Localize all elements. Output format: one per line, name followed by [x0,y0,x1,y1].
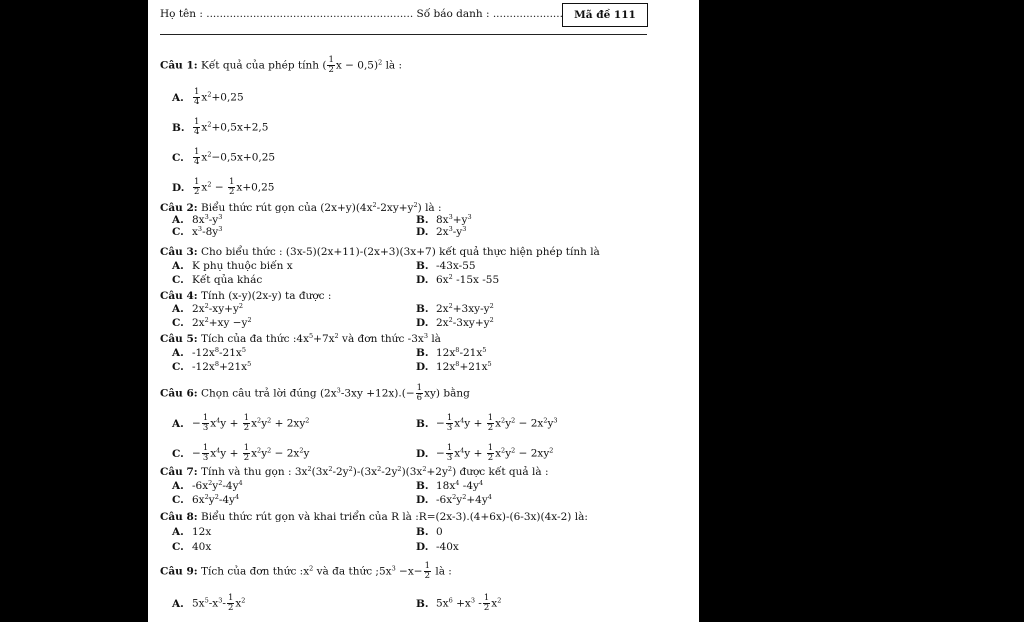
name-label: Họ tên : [160,8,203,20]
option-5a[interactable]: A. $-12x^8-21x^5$ [172,346,246,359]
option-3a[interactable]: A. K phụ thuộc biến x [172,260,293,272]
id-blank: ..................... [492,8,563,20]
option-9a[interactable]: A. $5x^5-x^3-$ $\frac{1}{2}$ $x^2$ [172,593,246,613]
name-blank: .............................................................. [206,8,414,20]
exam-code-box: Mã đề 111 [562,3,648,27]
option-8d[interactable]: D. -40x [416,541,459,553]
option-2a[interactable]: A. $8x^3-y^3$ [172,213,223,226]
option-1a[interactable]: A. $\frac{1}{4}$ $x^2+0,25$ [172,87,244,107]
question-8: Câu 8: Biểu thức rút gọn và khai triển của R là :R=(2x-3).(4+6x)-(6-3x)(4x-2) là: [160,511,588,523]
option-2b[interactable]: B. $8x^3+y^3$ [416,213,472,226]
option-6d[interactable]: D. − $\frac{1}{3}$ $x^4y$ + $\frac{1}{2}$ $x^2y^2 - 2xy^2$ [416,443,554,463]
option-6c[interactable]: C. − $\frac{1}{3}$ $x^4y$ + $\frac{1}{2}$ $x^2y^2 - 2x^2y$ [172,443,310,463]
option-5b[interactable]: B. $12x^8-21x^5$ [416,346,487,359]
option-1d[interactable]: D. $\frac{1}{2}$ $x^2$ − $\frac{1}{2}$ x+0,25 [172,177,275,197]
option-4c[interactable]: C. $2x^2+xy -y^2$ [172,316,252,329]
question-2: Câu 2: Biểu thức rút gọn của $(2x+y)(4x^2-2xy+y^2)$ là : [160,201,442,214]
option-4a[interactable]: A. $2x^2-xy+y^2$ [172,302,244,315]
question-6: Câu 6: Chọn câu trả lời đúng $(2x^3-3xy +12x).(-$ $\frac{1}{6}$ xy) bằng [160,383,470,403]
question-5: Câu 5: Tích của đa thức $:4x^5+7x^2$ và đơn thức $-3x^3$ là [160,332,441,345]
option-5d[interactable]: D. $12x^8+21x^5$ [416,360,492,373]
option-8c[interactable]: C. 40x [172,541,212,553]
option-2d[interactable]: D. $2x^3-y^3$ [416,225,467,238]
question-1: Câu 1: Kết quả của phép tính ( $\frac{1}{2}$ x − 0,5)$^2$ là : [160,55,403,75]
question-4: Câu 4: Tính (x-y)(2x-y) ta được : [160,290,332,302]
option-1b[interactable]: B. $\frac{1}{4}$ $x^2+0,5x+2,5$ [172,117,269,137]
option-5c[interactable]: C. $-12x^8+21x^5$ [172,360,252,373]
question-label: Câu 1: [160,59,198,72]
header-divider [160,34,647,35]
question-3: Câu 3: Cho biểu thức : (3x-5)(2x+11)-(2x+3)(3x+7) kết quả thực hiện phép tính là [160,246,600,258]
option-3c[interactable]: C. Kết qủa khác [172,274,263,286]
option-8b[interactable]: B. 0 [416,526,443,538]
option-9b[interactable]: B. $5x^6 +x^3$ - $\frac{1}{2}$ $x^2$ [416,593,502,613]
option-3b[interactable]: B. -43x-55 [416,260,476,272]
option-1c[interactable]: C. $\frac{1}{4}$ $x^2-0,5x+0,25$ [172,147,276,167]
option-7d[interactable]: D. $-6x^2y^2+4y^4$ [416,493,492,506]
option-4d[interactable]: D. $2x^2-3xy+y^2$ [416,316,494,329]
exam-paper [148,0,699,622]
option-7b[interactable]: B. $18x^4$ $-4y^4$ [416,479,484,492]
question-9: Câu 9: Tích của đơn thức $:x^2$ và đa thức $;5x^3 -x-$ $\frac{1}{2}$ là : [160,561,452,581]
option-3d[interactable]: D. $6x^2$ -15x -55 [416,273,500,286]
option-2c[interactable]: C. $x^3-8y^3$ [172,225,223,238]
option-6b[interactable]: B. − $\frac{1}{3}$ $x^4y$ + $\frac{1}{2}$ $x^2y^2 - 2x^2y^3$ [416,413,558,433]
option-8a[interactable]: A. 12x [172,526,212,538]
option-6a[interactable]: A. − $\frac{1}{3}$ $x^4y$ + $\frac{1}{2}$ $x^2y^2 + 2xy^2$ [172,413,310,433]
question-7: Câu 7: Tính và thu gọn : $3x^2(3x^2-2y^2)-(3x^2-2y^2)(3x^2+2y^2)$ được kết quả là : [160,465,549,478]
option-7a[interactable]: A. $-6x^2y^2-4y^4$ [172,479,243,492]
student-name-line [160,8,563,20]
id-label: Số báo danh : [416,8,490,20]
option-7c[interactable]: C. $6x^2y^2-4y^4$ [172,493,240,506]
option-4b[interactable]: B. $2x^2+3xy-y^2$ [416,302,494,315]
